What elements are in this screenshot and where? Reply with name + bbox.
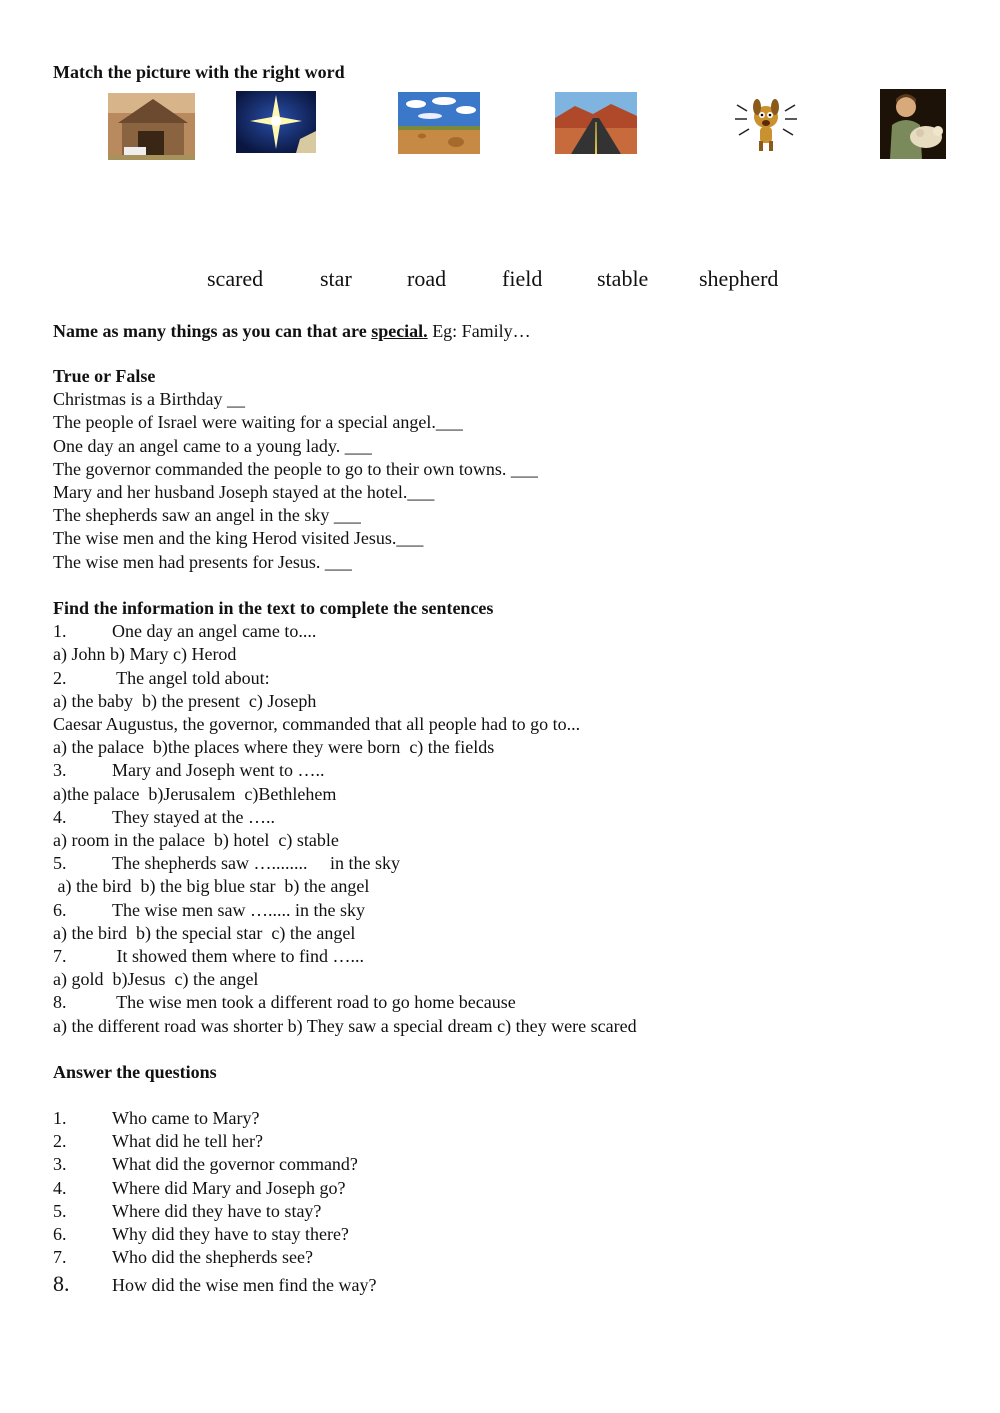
find-text: It showed them where to find …... bbox=[112, 946, 364, 967]
answer-text: Why did they have to stay there? bbox=[112, 1224, 349, 1245]
find-text: a) the bird b) the big blue star b) the angel bbox=[53, 876, 370, 897]
find-text: a) John b) Mary c) Herod bbox=[53, 644, 237, 665]
answer-text: Where did Mary and Joseph go? bbox=[112, 1177, 346, 1198]
scared-dog-picture bbox=[733, 95, 799, 153]
find-text: a) gold b)Jesus c) the angel bbox=[53, 969, 259, 990]
scared-dog-image bbox=[733, 95, 799, 153]
answer-num: 4. bbox=[53, 1177, 67, 1198]
true-false-section bbox=[53, 365, 538, 574]
word-shepherd: shepherd bbox=[699, 266, 779, 291]
find-section bbox=[53, 597, 637, 1038]
find-num: 1. bbox=[53, 621, 67, 642]
answer-item bbox=[53, 1130, 376, 1153]
special-prefix: Name as many things as you can that are bbox=[53, 321, 372, 341]
word-field: field bbox=[502, 266, 543, 291]
shepherd-image bbox=[880, 89, 946, 159]
tf-item: The wise men and the king Herod visited Jesus.___ bbox=[53, 528, 424, 549]
answer-num: 8. bbox=[53, 1271, 70, 1297]
stable-image bbox=[108, 93, 195, 160]
answer-text: Who came to Mary? bbox=[112, 1108, 260, 1128]
true-false-heading: True or False bbox=[53, 366, 156, 386]
answer-item bbox=[53, 1272, 376, 1297]
special-suffix: Eg: Family… bbox=[427, 321, 531, 341]
answer-list bbox=[53, 1107, 376, 1298]
star-picture bbox=[236, 91, 316, 153]
find-num: 7. bbox=[53, 946, 67, 967]
find-num: 8. bbox=[53, 992, 67, 1013]
tf-item: The wise men had presents for Jesus. ___ bbox=[53, 551, 352, 572]
star-image bbox=[236, 91, 316, 153]
answer-item bbox=[53, 1177, 376, 1200]
special-prompt bbox=[53, 320, 531, 343]
find-line bbox=[53, 875, 637, 898]
tf-item: The people of Israel were waiting for a special angel.___ bbox=[53, 412, 463, 433]
word-star: star bbox=[320, 266, 352, 291]
shepherd-picture bbox=[880, 89, 946, 159]
find-num: 2. bbox=[53, 667, 67, 688]
answer-num: 7. bbox=[53, 1247, 67, 1268]
find-num: 5. bbox=[53, 853, 67, 874]
tf-item: Mary and her husband Joseph stayed at the hotel.___ bbox=[53, 482, 435, 503]
answer-num: 2. bbox=[53, 1131, 67, 1152]
find-line bbox=[53, 806, 637, 829]
find-line bbox=[53, 643, 637, 666]
find-line bbox=[53, 991, 637, 1014]
find-line bbox=[53, 713, 637, 736]
find-line bbox=[53, 667, 637, 690]
find-text: Caesar Augustus, the governor, commanded that all people had to go to... bbox=[53, 714, 581, 735]
find-num: 4. bbox=[53, 806, 67, 827]
find-text: a)the palace b)Jerusalem c)Bethlehem bbox=[53, 783, 337, 804]
find-text: a) the bird b) the special star c) the angel bbox=[53, 922, 356, 943]
answer-item bbox=[53, 1246, 376, 1269]
answer-num: 1. bbox=[53, 1108, 67, 1128]
answer-text: Who did the shepherds see? bbox=[112, 1247, 313, 1268]
tf-item: The governor commanded the people to go to their own towns. ___ bbox=[53, 458, 538, 479]
find-text: a) the baby b) the present c) Joseph bbox=[53, 690, 317, 711]
find-text: a) the palace b)the places where they were born c) the fields bbox=[53, 737, 495, 758]
answer-text: What did the governor command? bbox=[112, 1154, 358, 1175]
find-line bbox=[53, 1015, 637, 1038]
answer-item bbox=[53, 1223, 376, 1246]
find-text: The wise men took a different road to go home because bbox=[112, 992, 516, 1013]
find-line bbox=[53, 736, 637, 759]
find-line bbox=[53, 829, 637, 852]
find-text: One day an angel came to.... bbox=[112, 621, 317, 642]
stable-picture bbox=[108, 93, 195, 160]
word-scared: scared bbox=[207, 266, 264, 291]
find-line bbox=[53, 852, 637, 875]
find-text: Mary and Joseph went to ….. bbox=[112, 760, 325, 781]
special-underlined: special. bbox=[371, 321, 428, 341]
find-text: The wise men saw …..... in the sky bbox=[112, 899, 365, 920]
road-image bbox=[555, 92, 637, 154]
find-line bbox=[53, 690, 637, 713]
field-picture bbox=[398, 92, 480, 154]
answer-text: What did he tell her? bbox=[112, 1131, 263, 1152]
find-line bbox=[53, 968, 637, 991]
find-line bbox=[53, 783, 637, 806]
find-text: The angel told about: bbox=[112, 667, 270, 688]
find-line bbox=[53, 899, 637, 922]
word-stable: stable bbox=[597, 266, 649, 291]
word-road: road bbox=[407, 266, 447, 291]
field-image bbox=[398, 92, 480, 154]
answer-item bbox=[53, 1200, 376, 1223]
answer-item bbox=[53, 1153, 376, 1176]
find-heading: Find the information in the text to complete the sentences bbox=[53, 598, 494, 618]
answer-text: How did the wise men find the way? bbox=[112, 1275, 377, 1296]
answer-item bbox=[53, 1107, 376, 1130]
find-text: They stayed at the ….. bbox=[112, 806, 275, 827]
tf-item: One day an angel came to a young lady. ___ bbox=[53, 435, 372, 456]
road-picture bbox=[555, 92, 637, 154]
answer-text: Where did they have to stay? bbox=[112, 1200, 322, 1221]
answer-num: 3. bbox=[53, 1154, 67, 1175]
find-num: 3. bbox=[53, 760, 67, 781]
find-line bbox=[53, 945, 637, 968]
match-heading: Match the picture with the right word bbox=[53, 62, 345, 82]
find-text: The shepherds saw …........ in the sky bbox=[112, 853, 400, 874]
tf-item: The shepherds saw an angel in the sky ___ bbox=[53, 505, 361, 526]
answer-num: 5. bbox=[53, 1200, 67, 1221]
find-text: a) room in the palace b) hotel c) stable bbox=[53, 830, 339, 851]
tf-item: Christmas is a Birthday __ bbox=[53, 389, 245, 410]
find-line bbox=[53, 922, 637, 945]
answer-num: 6. bbox=[53, 1224, 67, 1245]
find-text: a) the different road was shorter b) They saw a special dream c) they were scared bbox=[53, 1015, 637, 1036]
find-line bbox=[53, 620, 637, 643]
find-num: 6. bbox=[53, 899, 67, 920]
find-line bbox=[53, 759, 637, 782]
answer-heading: Answer the questions bbox=[53, 1062, 217, 1082]
